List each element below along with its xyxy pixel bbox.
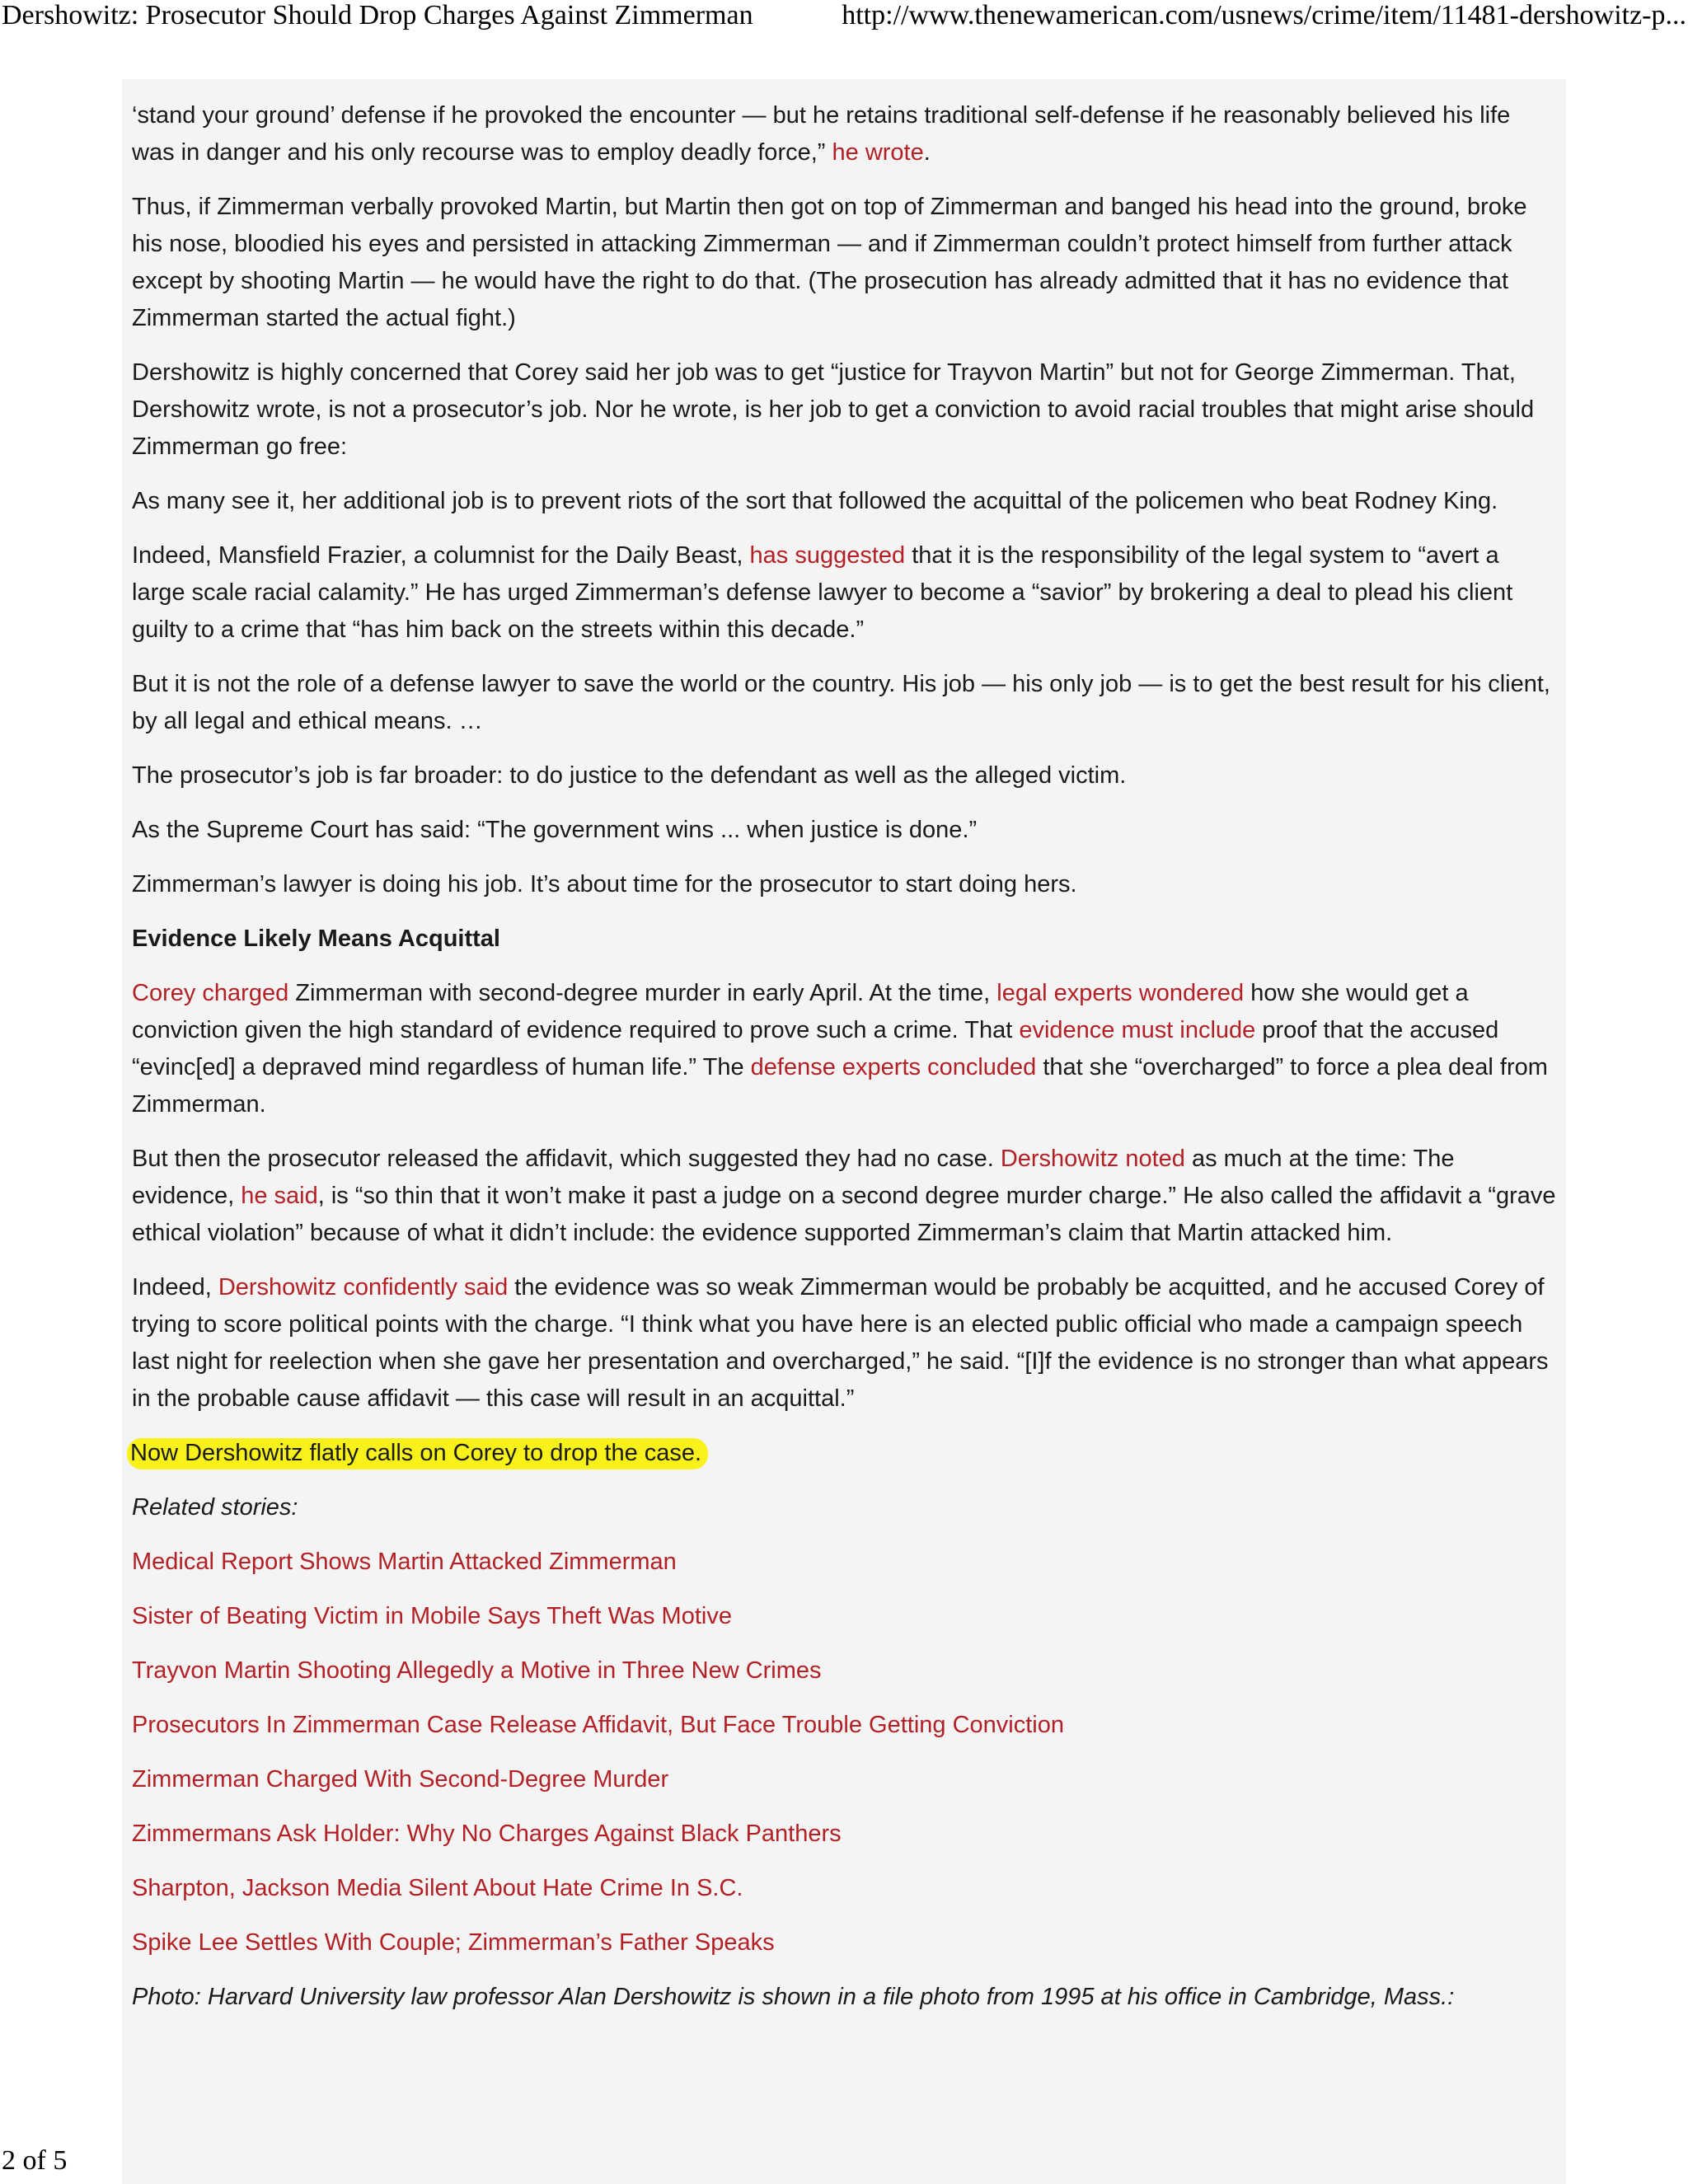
legal-experts-wondered-link[interactable]: legal experts wondered (996, 980, 1245, 1006)
section-heading: Evidence Likely Means Acquittal (132, 926, 500, 952)
related-story-link[interactable]: Medical Report Shows Martin Attacked Zimmerman (132, 1549, 677, 1575)
dershowitz-confidently-said-link[interactable]: Dershowitz confidently said (218, 1274, 509, 1301)
highlight-mark: Now Dershowitz flatly calls on Corey to drop the case. (127, 1438, 708, 1469)
evidence-must-include-link[interactable]: evidence must include (1019, 1017, 1256, 1043)
paragraph: Dershowitz is highly concerned that Corey said her job was to get “justice for Trayvon Martin” but not for George Zimmerman. That, Dershowitz wrote, is not a prosecutor’s job. Nor he wrote, is her job to get a conviction to avoid racial troubles that might arise should Zimmerman go free: (132, 359, 1535, 460)
related-story (132, 1816, 1558, 1853)
page-url: http://www.thenewamerican.com/usnews/crime/item/11481-dershowitz-p... (842, 0, 1686, 30)
paragraph: Indeed, Dershowitz confidently said the evidence was so weak Zimmerman would be probably be acquitted, and he accused Corey of trying to score political points with the charge. “I think what you have here is an elected public official who made a campaign speech last night for reelection when she gave her presentation and overcharged,” he said. “[I]f the evidence is no stronger than what appears in the probable cause affidavit — this case will result in an acquittal.” (132, 1274, 1549, 1412)
related-story-link[interactable]: Sharpton, Jackson Media Silent About Hate Crime In S.C. (132, 1875, 743, 1901)
related-stories-heading: Related stories: (132, 1494, 298, 1521)
paragraph: But then the prosecutor released the affidavit, which suggested they had no case. Dershowitz noted as much at the time: The evidence, he said, is “so thin that it won’t make it past a judge on a second degree murder charge.” He also called the affidavit a “grave ethical violation” because of what it didn’t include: the evidence supported Zimmerman’s claim that Martin attacked him. (132, 1146, 1556, 1246)
blockquote-paragraph: Indeed, Mansfield Frazier, a columnist for the Daily Beast, has suggested that it is the responsibility of the legal system to “avert a large scale racial calamity.” He has urged Zimmerman’s defense lawyer to become a “savior” by brokering a deal to plead his client guilty to a crime that “has him back on the streets within this decade.” (132, 542, 1513, 643)
related-story (132, 1598, 1558, 1635)
highlighted-paragraph (132, 1435, 1558, 1472)
paragraph: ‘stand your ground’ defense if he provoked the encounter — but he retains traditional self-defense if he reasonably believed his life was in danger and his only recourse was to employ deadly force,” he wrote. (132, 102, 1511, 166)
print-header (0, 0, 1688, 36)
related-story (132, 1761, 1558, 1798)
blockquote-paragraph: Zimmerman’s lawyer is doing his job. It’s about time for the prosecutor to start doing hers. (132, 871, 1077, 898)
article-body (132, 97, 1558, 2033)
he-wrote-link[interactable]: he wrote (832, 139, 924, 166)
dershowitz-noted-link[interactable]: Dershowitz noted (1000, 1146, 1185, 1172)
related-story (132, 1870, 1558, 1907)
related-story (132, 1707, 1558, 1744)
blockquote-paragraph: As many see it, her additional job is to prevent riots of the sort that followed the acquittal of the policemen who beat Rodney King. (132, 488, 1498, 514)
related-story-link[interactable]: Prosecutors In Zimmerman Case Release Affidavit, But Face Trouble Getting Conviction (132, 1712, 1064, 1738)
defense-experts-concluded-link[interactable]: defense experts concluded (750, 1054, 1037, 1080)
he-said-link[interactable]: he said (241, 1183, 318, 1209)
related-story-link[interactable]: Zimmermans Ask Holder: Why No Charges Against Black Panthers (132, 1821, 842, 1847)
related-story (132, 1544, 1558, 1581)
has-suggested-link[interactable]: has suggested (749, 542, 906, 569)
related-story-link[interactable]: Sister of Beating Victim in Mobile Says Theft Was Motive (132, 1603, 732, 1629)
page-number: 2 of 5 (2, 2145, 68, 2176)
corey-charged-link[interactable]: Corey charged (132, 980, 289, 1006)
paragraph: Corey charged Zimmerman with second-degree murder in early April. At the time, legal experts wondered how she would get a conviction given the high standard of evidence required to prove such a crime. That evidence must include proof that the accused “evinc[ed] a depraved mind regardless of human life.” The defense experts concluded that she “overcharged” to force a plea deal from Zimmerman. (132, 980, 1548, 1118)
blockquote-paragraph: Thus, if Zimmerman verbally provoked Martin, but Martin then got on top of Zimmerman and banged his head into the ground, broke his nose, bloodied his eyes and persisted in attacking Zimmerman — and if Zimmerman couldn’t protect himself from further attack except by shooting Martin — he would have the right to do that. (The prosecution has already admitted that it has no evidence that Zimmerman started the actual fight.) (132, 194, 1527, 331)
blockquote-paragraph: But it is not the role of a defense lawyer to save the world or the country. His job — his only job — is to get the best result for his client, by all legal and ethical means. … (132, 671, 1550, 734)
related-story (132, 1652, 1558, 1690)
related-story-link[interactable]: Trayvon Martin Shooting Allegedly a Motive in Three New Crimes (132, 1657, 822, 1684)
page-title: Dershowitz: Prosecutor Should Drop Charges Against Zimmerman (2, 0, 753, 30)
blockquote-paragraph: The prosecutor’s job is far broader: to do justice to the defendant as well as the alleged victim. (132, 762, 1127, 789)
related-story (132, 1924, 1558, 1961)
blockquote-paragraph: As the Supreme Court has said: “The government wins ... when justice is done.” (132, 817, 978, 843)
photo-caption: Photo: Harvard University law professor Alan Dershowitz is shown in a file photo from 1995 at his office in Cambridge, Mass.: (132, 1984, 1455, 2010)
related-story-link[interactable]: Zimmerman Charged With Second-Degree Murder (132, 1766, 669, 1793)
related-story-link[interactable]: Spike Lee Settles With Couple; Zimmerman’s Father Speaks (132, 1929, 775, 1956)
